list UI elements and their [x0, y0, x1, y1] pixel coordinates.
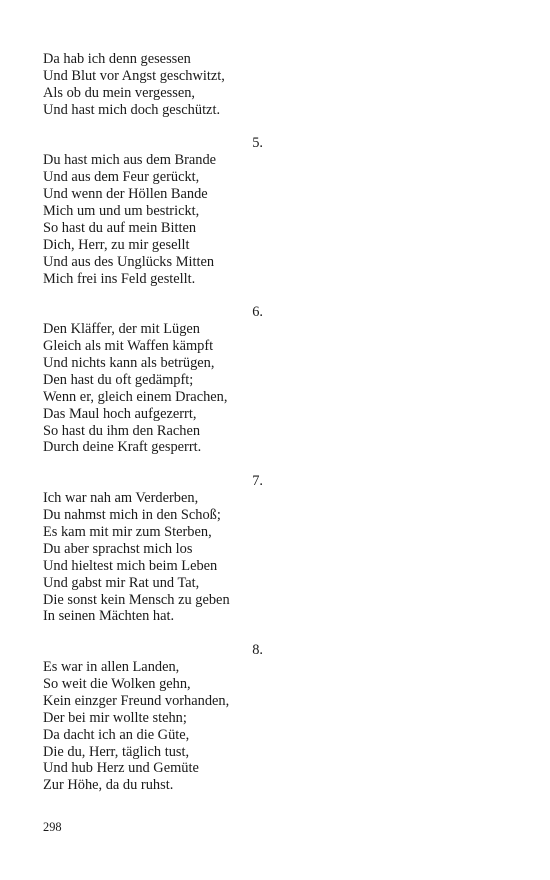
verse-line: So weit die Wolken gehn, [43, 675, 191, 692]
stanza-5 [43, 135, 273, 287]
stanza-number: 7. [252, 473, 263, 490]
verse-line: So hast du auf mein Bitten [43, 219, 197, 236]
verse-line: Und gabst mir Rat und Tat, [43, 574, 200, 591]
verse-line: So hast du ihm den Rachen [43, 422, 201, 439]
verse-line: Dich, Herr, zu mir gesellt [43, 236, 190, 253]
verse-line: Den Kläffer, der mit Lügen [43, 321, 200, 338]
verse-line: Und hast mich doch geschützt. [43, 101, 221, 118]
verse-line: Gleich als mit Waffen kämpft [43, 338, 214, 355]
verse-line: Und Blut vor Angst geschwitzt, [43, 67, 225, 84]
verse-line: Und nichts kann als betrügen, [43, 355, 215, 372]
verse-line: Und hub Herz und Gemüte [43, 760, 199, 777]
verse-line: Ich war nah am Verderben, [43, 490, 199, 507]
verse-line: Mich frei ins Feld gestellt. [43, 270, 196, 287]
verse-line: In seinen Mächten hat. [43, 608, 175, 625]
stanza-8 [43, 642, 273, 794]
poem-page [43, 51, 273, 794]
verse-line: Zur Höhe, da du ruhst. [43, 777, 174, 794]
verse-line: Und wenn der Höllen Bande [43, 186, 208, 203]
verse-line: Durch deine Kraft gesperrt. [43, 439, 202, 456]
verse-line: Du hast mich aus dem Brande [43, 152, 217, 169]
stanza-6 [43, 304, 273, 456]
page-number: 298 [43, 820, 62, 834]
verse-line: Da hab ich denn gesessen [43, 51, 191, 67]
verse-line: Es kam mit mir zum Sterben, [43, 523, 212, 540]
stanza-continuation [43, 51, 273, 119]
verse-line: Du aber sprachst mich los [43, 540, 193, 557]
verse-line: Als ob du mein vergessen, [43, 84, 196, 101]
verse-line: Und aus des Unglücks Mitten [43, 253, 215, 270]
stanza-7 [43, 473, 273, 625]
stanza-number: 6. [252, 304, 263, 321]
verse-line: Die du, Herr, täglich tust, [43, 743, 190, 760]
stanza-number: 8. [252, 642, 263, 659]
verse-line: Der bei mir wollte stehn; [43, 709, 187, 726]
verse-line: Kein einzger Freund vorhanden, [43, 692, 230, 709]
verse-line: Das Maul hoch aufgezerrt, [43, 405, 197, 422]
verse-line: Wenn er, gleich einem Drachen, [43, 388, 228, 405]
stanza-number: 5. [252, 135, 263, 152]
verse-line: Du nahmst mich in den Schoß; [43, 507, 221, 524]
verse-line: Die sonst kein Mensch zu geben [43, 591, 230, 608]
verse-line: Und hieltest mich beim Leben [43, 557, 218, 574]
verse-line: Es war in allen Landen, [43, 659, 180, 676]
verse-line: Da dacht ich an die Güte, [43, 726, 190, 743]
verse-line: Den hast du oft gedämpft; [43, 371, 194, 388]
verse-line: Mich um und um bestrickt, [43, 203, 200, 220]
verse-line: Und aus dem Feur gerückt, [43, 169, 200, 186]
